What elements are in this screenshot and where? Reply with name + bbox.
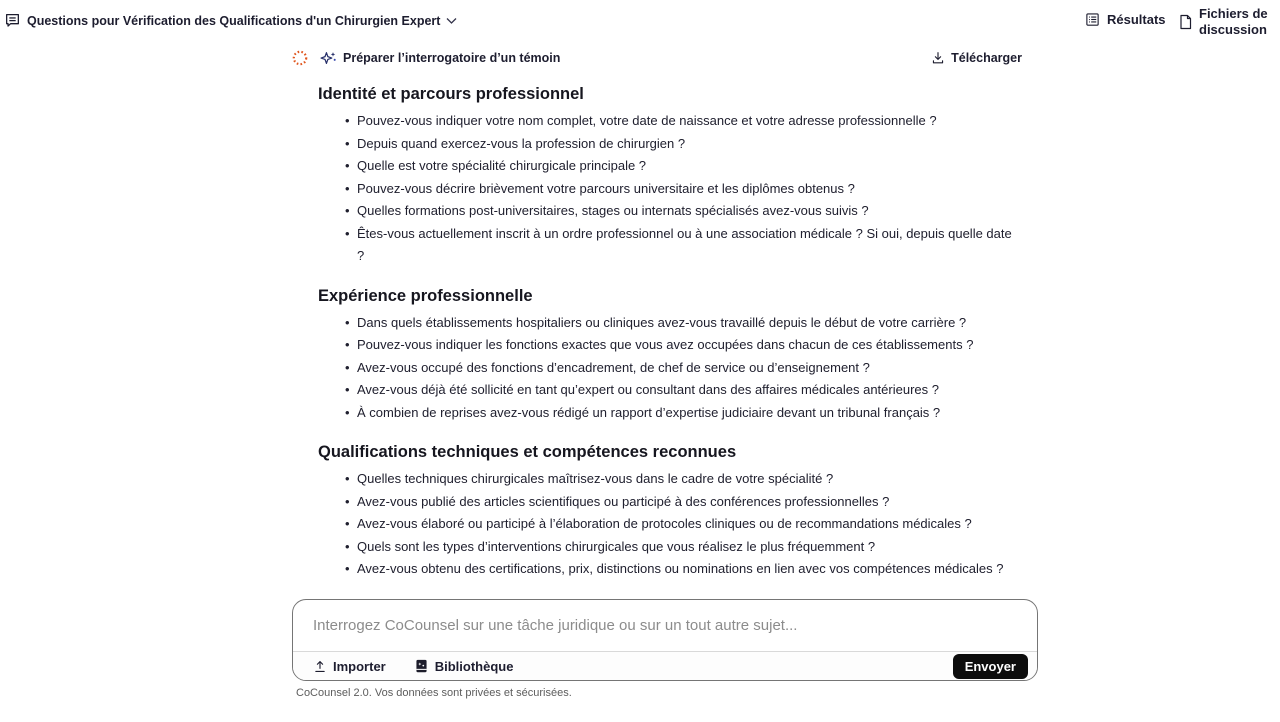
question-list [318, 468, 1022, 581]
question-list [318, 110, 1022, 268]
composer-toolbar [293, 651, 1037, 680]
privacy-note: CoCounsel 2.0. Vos données sont privées et sécurisées. [296, 687, 572, 699]
upload-icon [313, 659, 327, 674]
chat-input[interactable] [311, 616, 1019, 635]
section-heading: Qualifications techniques et compétences reconnues [318, 443, 737, 461]
question-item: • Pouvez-vous indiquer votre nom complet, votre date de naissance et votre adresse professionnelle ? [318, 110, 1022, 133]
chevron-down-icon [446, 17, 457, 25]
question-item: • Quelles formations post-universitaires, stages ou internats spécialisés avez-vous suivis ? [318, 200, 1022, 223]
question-item: • Avez-vous occupé des fonctions d’encadrement, de chef de service ou d’enseignement ? [318, 357, 1022, 380]
document-body [318, 84, 1022, 581]
library-label: Bibliothèque [434, 658, 514, 674]
chat-composer [292, 599, 1038, 681]
thread-title-dropdown[interactable] [4, 12, 457, 29]
question-item: • À combien de reprises avez-vous rédigé un rapport d’expertise judiciaire devant un tribunal français ? [318, 402, 1022, 425]
skill-header [292, 50, 1038, 66]
assistant-response [292, 50, 1038, 581]
question-item: • Depuis quand exercez-vous la profession de chirurgien ? [318, 133, 1022, 156]
library-book-icon [414, 658, 429, 674]
thread-title-label: Questions pour Vérification des Qualifications d'un Chirurgien Expert [27, 13, 441, 28]
section-heading: Identité et parcours professionnel [318, 85, 584, 103]
discussion-files-label: Fichiers de discussion [1199, 6, 1268, 37]
skill-title-label: Préparer l’interrogatoire d’un témoin [343, 51, 561, 65]
chat-bubble-icon [4, 12, 21, 29]
question-item: • Dans quels établissements hospitaliers ou cliniques avez-vous travaillé depuis le début de votre carrière ? [318, 312, 1022, 335]
sparkle-skill-icon [320, 51, 337, 66]
question-item: • Pouvez-vous décrire brièvement votre parcours universitaire et les diplômes obtenus ? [318, 178, 1022, 201]
import-label: Importer [333, 658, 386, 674]
composer-input-row [293, 600, 1037, 651]
question-item: • Avez-vous obtenu des certifications, prix, distinctions ou nominations en lien avec vos compétences médicales ? [318, 558, 1022, 581]
import-button[interactable] [313, 659, 386, 674]
discussion-files-button[interactable] [1178, 6, 1279, 37]
results-button[interactable] [1085, 12, 1166, 27]
question-item: • Quels sont les types d’interventions chirurgicales que vous réalisez le plus fréquemment ? [318, 536, 1022, 559]
question-item: • Pouvez-vous indiquer les fonctions exactes que vous avez occupées dans chacun de ces établissements ? [318, 334, 1022, 357]
loading-spinner-icon [292, 50, 308, 66]
results-label: Résultats [1107, 12, 1166, 27]
download-icon [931, 51, 945, 65]
document-icon [1178, 14, 1193, 30]
question-item: • Avez-vous déjà été sollicité en tant qu’expert ou consultant dans des affaires médicales antérieures ? [318, 379, 1022, 402]
download-button[interactable] [931, 51, 1022, 65]
question-item: • Avez-vous publié des articles scientifiques ou participé à des conférences professionnelles ? [318, 491, 1022, 514]
question-item: • Quelles techniques chirurgicales maîtrisez-vous dans le cadre de votre spécialité ? [318, 468, 1022, 491]
library-button[interactable] [414, 658, 514, 674]
section-heading: Expérience professionnelle [318, 286, 533, 305]
question-item: • Êtes-vous actuellement inscrit à un ordre professionnel ou à une association médicale ? Si oui, depuis quelle date ? [318, 223, 1022, 268]
question-item: • Quelle est votre spécialité chirurgicale principale ? [318, 155, 1022, 178]
download-label: Télécharger [951, 51, 1022, 65]
question-item: • Avez-vous élaboré ou participé à l’élaboration de protocoles cliniques ou de recommandations médicales ? [318, 513, 1022, 536]
question-list [318, 312, 1022, 425]
results-list-icon [1085, 12, 1100, 27]
skill-title [320, 51, 560, 66]
send-button[interactable]: Envoyer [953, 654, 1028, 679]
